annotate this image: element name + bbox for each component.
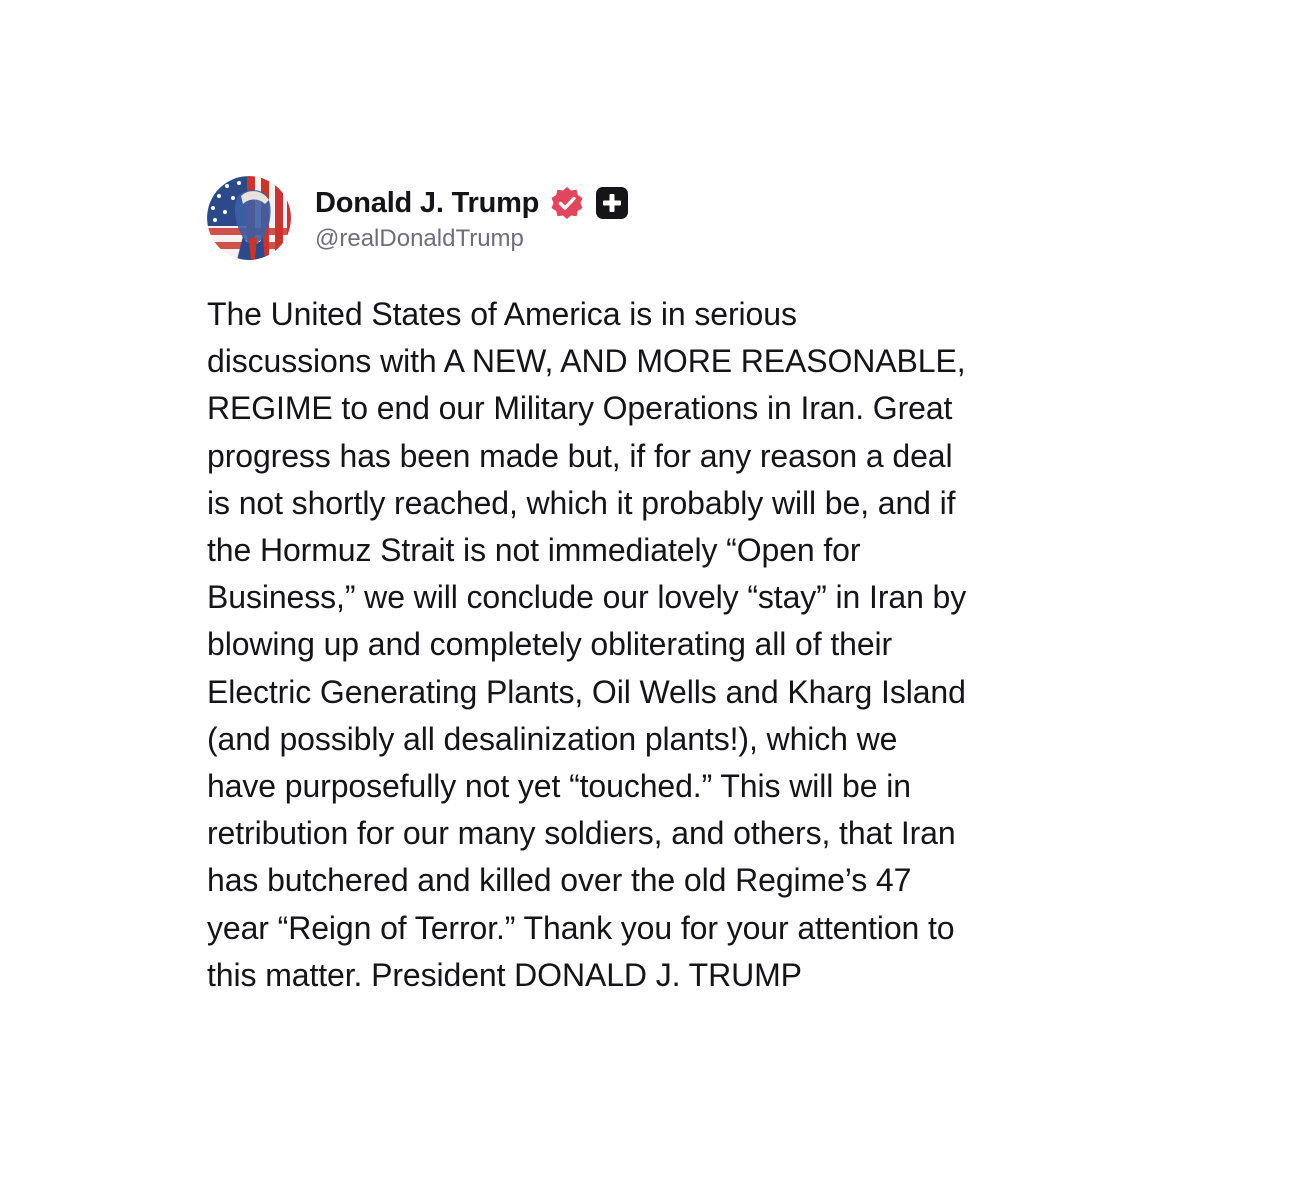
post-body-line: discussions with A NEW, AND MORE REASONABLE, <box>207 343 966 380</box>
post-body-line: blowing up and completely obliterating all of their <box>207 626 893 663</box>
post-body-line: has butchered and killed over the old Regime’s 47 <box>207 862 912 899</box>
avatar-flag-portrait-icon <box>207 176 291 260</box>
plus-badge-icon <box>594 185 630 221</box>
post-body-line: retribution for our many soldiers, and others, that Iran <box>207 815 956 852</box>
post-body-line: is not shortly reached, which it probably will be, and if <box>207 484 956 521</box>
author-handle[interactable]: @realDonaldTrump <box>315 225 524 252</box>
post-body-line: REGIME to end our Military Operations in Iran. Great <box>207 390 953 427</box>
avatar[interactable] <box>207 176 291 260</box>
post-body-line: this matter. President DONALD J. TRUMP <box>207 956 802 993</box>
display-name[interactable]: Donald J. Trump <box>315 186 540 219</box>
post-body-line: The United States of America is in serious <box>207 296 797 332</box>
post-body-line: year “Reign of Terror.” Thank you for your attention to <box>207 909 955 946</box>
post-body-line: progress has been made but, if for any reason a deal <box>207 437 953 474</box>
post-body-line: Electric Generating Plants, Oil Wells and Kharg Island <box>207 673 966 710</box>
post-body-line: have purposefully not yet “touched.” This will be in <box>207 768 911 805</box>
post-card <box>207 175 1077 999</box>
post-body-line: (and possibly all desalinization plants!), which we <box>207 720 898 757</box>
post-body-line: Business,” we will conclude our lovely “stay” in Iran by <box>207 579 967 616</box>
post-body <box>207 291 1077 999</box>
verified-badge-icon <box>549 185 585 221</box>
post-body-line: the Hormuz Strait is not immediately “Open for <box>207 532 861 569</box>
author-identity <box>315 183 630 253</box>
name-row <box>315 183 630 223</box>
post-header <box>207 175 1077 261</box>
